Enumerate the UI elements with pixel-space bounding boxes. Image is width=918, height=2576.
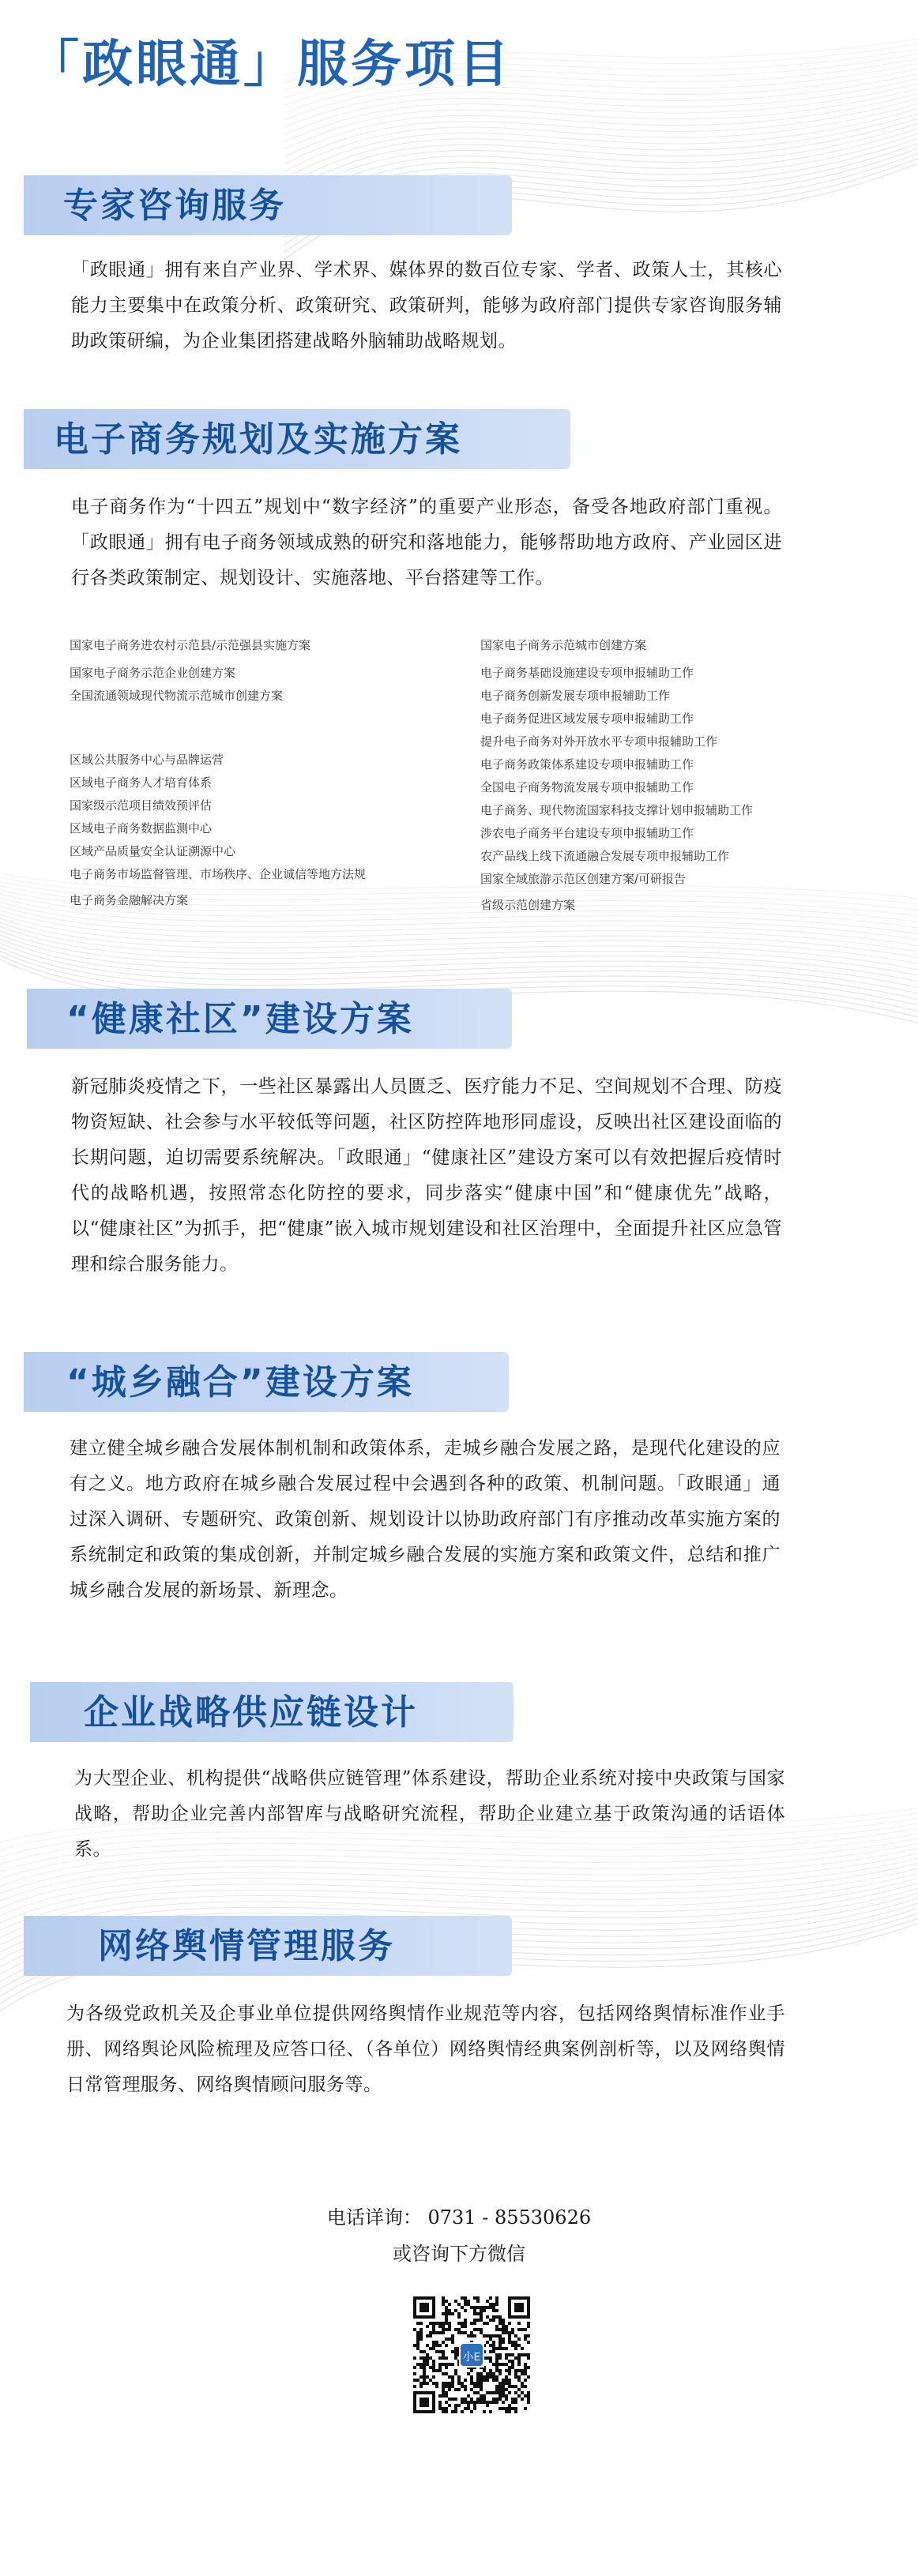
wave-line xyxy=(284,94,918,157)
list-item: 电子商务基础设施建设专项申报辅助工作 xyxy=(480,666,694,680)
section-title-supply-chain: 企业战略供应链设计 xyxy=(84,1692,418,1733)
section-body-healthy-community: 新冠肺炎疫情之下，一些社区暴露出人员匮乏、医疗能力不足、空间规划不合理、防疫物资短缺、社会参与水平较低等问题，社区防控阵地形同虚设，反映出社区建设面临的长期问题，迫切需要系统解决。「政眼通」“健康社区”建设方案可以有效把握后疫情时代的战略机遇，按照常态化防控的要求，同步落实“健康中国”和“健康优先”战略，以“健康社区”为抓手，把“健康”嵌入城市规划建设和社区治理中，全面提升社区应急管理和综合服务能力。 xyxy=(71,1076,782,1275)
list-item: 国家电子商务示范城市创建方案 xyxy=(480,638,647,652)
list-item: 电子商务金融解决方案 xyxy=(70,893,189,907)
list-item: 电子商务政策体系建设专项申报辅助工作 xyxy=(480,757,694,772)
wave-line xyxy=(0,935,918,988)
list-item: 省级示范创建方案 xyxy=(480,898,576,912)
list-item: 区域产品质量安全认证溯源中心 xyxy=(70,844,236,858)
list-item: 国家全域旅游示范区创建方案/可研报告 xyxy=(480,872,687,886)
wave-line xyxy=(0,922,918,970)
wave-line xyxy=(284,103,918,171)
section-body-urban-rural: 建立健全城乡融合发展体制机制和政策体系，走城乡融合发展之路，是现代化建设的应有之义。地方政府在城乡融合发展过程中会遇到各种的政策、机制问题。「政眼通」通过深入调研、专题研究、政策创新、规划设计以协助政府部门有序推动改革实施方案的系统制定和政策的集成创新，并制定城乡融合发展的实施方案和政策文件，总结和推广城乡融合发展的新场景、新理念。 xyxy=(70,1438,781,1601)
wave-line xyxy=(0,914,918,958)
list-item: 电子商务促进区域发展专项申报辅助工作 xyxy=(480,712,694,726)
section-body-ecommerce: 电子商务作为“十四五”规划中“数字经济”的重要产业形态，备受各地政府部门重视。「政眼通」拥有电子商务领域成熟的研究和落地能力，能够帮助地方政府、产业园区进行各类政策制定、规划设计、实施落地、平台搭建等工作。 xyxy=(71,497,782,588)
list-item: 电子商务、现代物流国家科技支撑计划申报辅助工作 xyxy=(480,803,754,817)
section-title-urban-rural: “城乡融合”建设方案 xyxy=(66,1362,414,1403)
list-item: 全国流通领域现代物流示范城市创建方案 xyxy=(70,689,284,703)
list-item: 国家级示范项目绩效预评估 xyxy=(70,798,213,813)
page-title: 「政眼通」服务项目 xyxy=(28,35,512,94)
list-item: 农产品线上线下流通融合发展专项申报辅助工作 xyxy=(480,849,730,863)
section-body-public-opinion: 为各级党政机关及企事业单位提供网络舆情作业规范等内容，包括网络舆情标准作业手册、网络舆论风险梳理及应答口径、（各单位）网络舆情经典案例剖析等，以及网络舆情日常管理服务、网络舆情顾问服务等。 xyxy=(66,2003,785,2095)
wave-line xyxy=(0,939,918,993)
contact-wechat: 或咨询下方微信 xyxy=(393,2243,525,2265)
list-item: 国家电子商务示范企业创建方案 xyxy=(70,666,236,680)
qr-center-label: 小E xyxy=(462,2350,481,2364)
section-body-expert: 「政眼通」拥有来自产业界、学术界、媒体界的数百位专家、学者、政策人士，其核心能力主要集中在政策分析、政策研究、政策研判，能够为政府部门提供专家咨询服务辅助政策研编，为企业集团搭建战略外脑辅助战略规划。 xyxy=(71,260,782,351)
section-body-supply-chain: 为大型企业、机构提供“战略供应链管理”体系建设，帮助企业系统对接中央政策与国家战略，帮助企业完善内部智库与战略研究流程，帮助企业建立基于政策沟通的话语体系。 xyxy=(74,1768,785,1860)
list-item: 提升电子商务对外开放水平专项申报辅助工作 xyxy=(480,734,718,749)
wave-line xyxy=(284,99,918,164)
section-title-expert: 专家咨询服务 xyxy=(63,186,286,226)
ecommerce-list-right xyxy=(480,634,753,917)
wave-line xyxy=(284,109,918,179)
section-title-healthy-community: “健康社区”建设方案 xyxy=(66,999,414,1039)
list-item: 全国电子商务物流发展专项申报辅助工作 xyxy=(480,780,694,794)
list-item: 涉农电子商务平台建设专项申报辅助工作 xyxy=(480,826,694,840)
wave-line xyxy=(0,918,918,963)
list-item: 区域公共服务中心与品牌运营 xyxy=(70,753,224,767)
contact-phone: 电话详询： 0731 - 85530626 xyxy=(326,2206,592,2229)
list-item: 区域电子商务数据监测中心 xyxy=(70,821,213,836)
wechat-qr-code xyxy=(413,2296,530,2413)
wave-line xyxy=(0,926,918,975)
wave-line xyxy=(284,88,918,149)
wave-line xyxy=(0,931,918,982)
wave-line xyxy=(0,1864,918,1924)
section-title-ecommerce: 电子商务规划及实施方案 xyxy=(54,419,462,460)
wave-line xyxy=(0,911,918,952)
list-item: 电子商务创新发展专项申报辅助工作 xyxy=(480,689,671,703)
list-item: 区域电子商务人才培育体系 xyxy=(70,775,213,790)
list-item: 国家电子商务进农村示范县/示范强县实施方案 xyxy=(70,638,311,652)
section-title-public-opinion: 网络舆情管理服务 xyxy=(98,1926,395,1966)
ecommerce-list-left xyxy=(70,634,366,912)
list-item: 电子商务市场监督管理、市场秩序、企业诚信等地方法规 xyxy=(70,867,367,881)
